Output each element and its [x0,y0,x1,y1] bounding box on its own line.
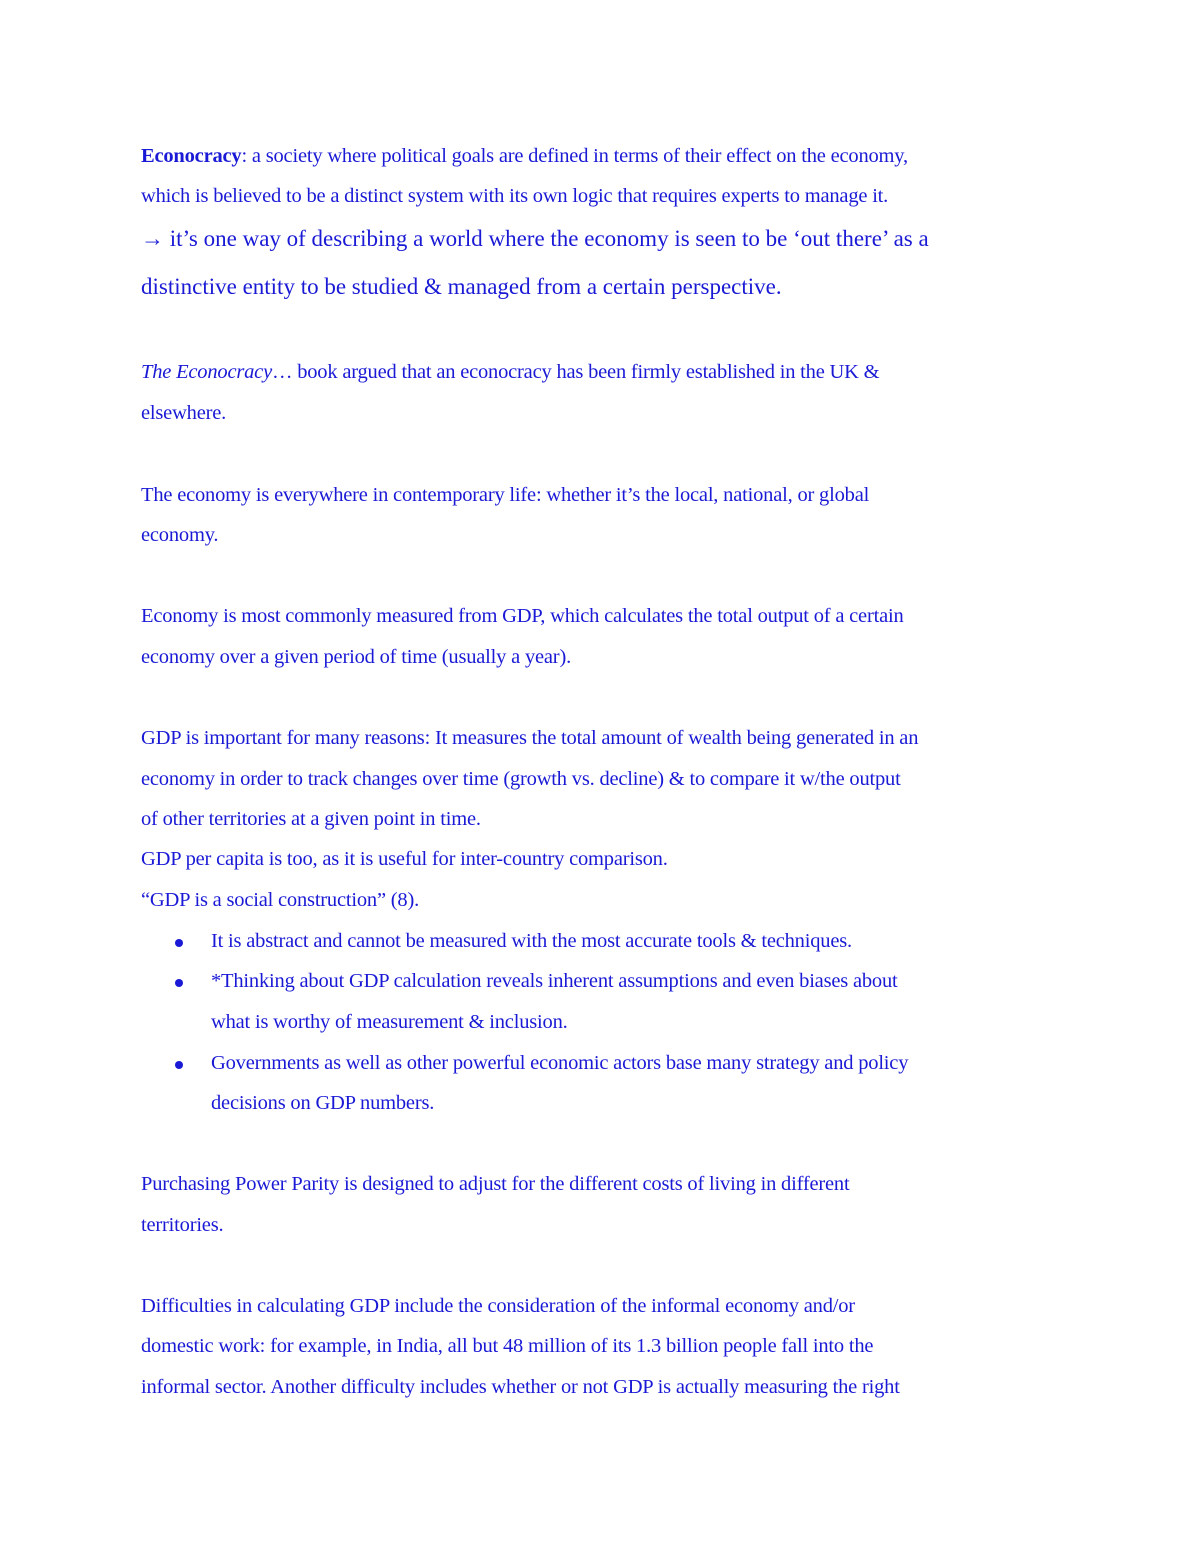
definition-text: : a society where political goals are defined in terms of their effect on the economy, [241,145,908,167]
importance-line-2: economy in order to track changes over time (growth vs. decline) & to compare it w/the output [141,768,901,790]
importance-line-3: of other territories at a given point in time. [141,808,481,830]
book-text: … book argued that an econocracy has been firmly established in the UK & [271,361,880,383]
bullet-2-line-2: what is worthy of measurement & inclusion. [211,1011,568,1033]
importance-line-1: GDP is important for many reasons: It measures the total amount of wealth being generated in an [141,727,919,749]
difficulties-line-3: informal sector. Another difficulty includes whether or not GDP is actually measuring the right [141,1376,900,1398]
ppp-line-2: territories. [141,1214,224,1236]
everywhere-line-1: The economy is everywhere in contemporary life: whether it’s the local, national, or global [141,484,870,506]
definition-term: Econocracy [141,145,242,167]
bullet-dot-icon [175,1061,183,1069]
bullet-1-line-1: It is abstract and cannot be measured with the most accurate tools & techniques. [211,930,852,952]
book-line-1 [141,362,879,383]
bullet-3-line-1: Governments as well as other powerful economic actors base many strategy and policy [211,1052,909,1074]
measured-line-1: Economy is most commonly measured from GDP, which calculates the total output of a certain [141,605,904,627]
importance-line-5: “GDP is a social construction” (8). [141,889,420,911]
definition-line-3: → it’s one way of describing a world where the economy is seen to be ‘out there’ as a [141,226,929,251]
book-title: The Econocracy [141,361,272,383]
bullet-2-line-1: *Thinking about GDP calculation reveals inherent assumptions and even biases about [211,970,898,992]
definition-line-4: distinctive entity to be studied & managed from a certain perspective. [141,274,782,299]
definition-line-2: which is believed to be a distinct system with its own logic that requires experts to manage it. [141,185,889,207]
bullet-3-line-2: decisions on GDP numbers. [211,1092,435,1114]
measured-line-2: economy over a given period of time (usually a year). [141,646,571,668]
bullet-dot-icon [175,939,183,947]
definition-line-1 [141,146,908,167]
ppp-line-1: Purchasing Power Parity is designed to adjust for the different costs of living in different [141,1173,850,1195]
importance-line-4: GDP per capita is too, as it is useful for inter-country comparison. [141,848,668,870]
bullet-dot-icon [175,979,183,987]
everywhere-line-2: economy. [141,524,219,546]
book-line-2: elsewhere. [141,402,227,424]
difficulties-line-1: Difficulties in calculating GDP include the consideration of the informal economy and/or [141,1295,855,1317]
difficulties-line-2: domestic work: for example, in India, all but 48 million of its 1.3 billion people fall into the [141,1335,874,1357]
